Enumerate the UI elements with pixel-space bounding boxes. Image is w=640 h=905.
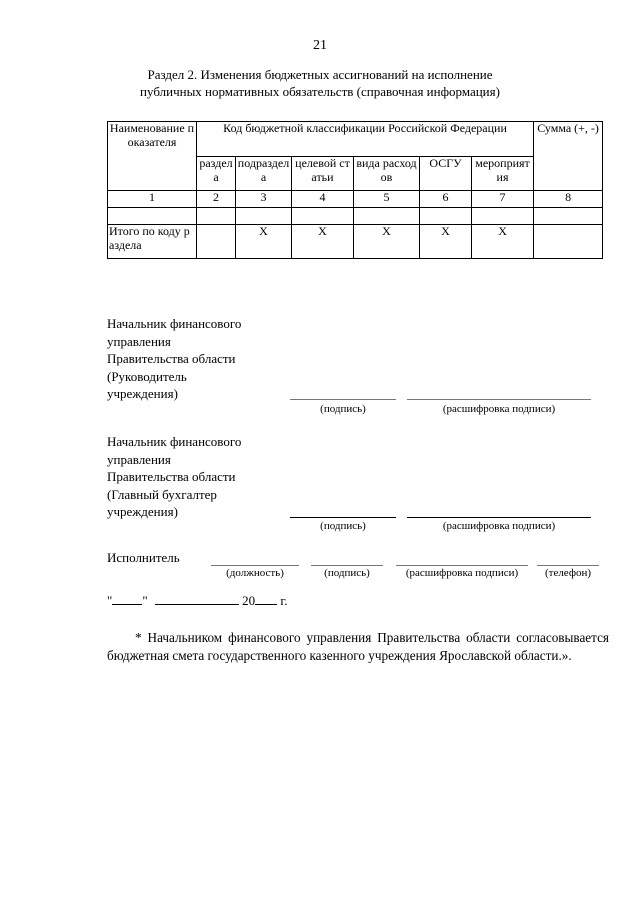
table-cell: X <box>420 225 472 259</box>
decode-line <box>407 399 591 400</box>
col-number: 6 <box>420 191 472 208</box>
col-number: 8 <box>534 191 603 208</box>
quote-close: " <box>142 593 148 608</box>
total-row-label: Итого по коду раздела <box>108 225 197 259</box>
executor-label: Исполнитель <box>107 550 180 565</box>
empty-data-row <box>108 208 603 225</box>
subheader-target-article: целевой статьи <box>292 157 354 191</box>
caption-position: (должность) <box>226 567 284 579</box>
phone-line <box>537 565 599 566</box>
table-cell: X <box>472 225 534 259</box>
date-line <box>107 592 288 609</box>
year-suffix: г. <box>280 593 288 608</box>
year-blank <box>255 592 277 605</box>
caption-signature: (подпись) <box>320 520 366 532</box>
table-cell: X <box>354 225 420 259</box>
subheader-osgu: ОСГУ <box>420 157 472 191</box>
signature-block-accountant <box>107 433 287 521</box>
table-cell: X <box>292 225 354 259</box>
decode-line <box>396 565 528 566</box>
caption-signature: (подпись) <box>320 403 366 415</box>
caption-decode: (расшифровка подписи) <box>442 520 556 532</box>
day-blank <box>112 592 142 605</box>
page-number: 21 <box>313 38 327 53</box>
table-cell <box>534 208 603 225</box>
signature-label-line: учреждения) <box>107 386 178 401</box>
year-prefix: 20 <box>242 593 256 608</box>
signature-label-line: учреждения) <box>107 504 178 519</box>
header-kbk: Код бюджетной классификации Российской Федерации <box>197 122 534 157</box>
signature-label-line: (Руководитель <box>107 368 187 384</box>
footnote <box>107 629 609 665</box>
subheader-subsection: подраздела <box>236 157 292 191</box>
col-number: 3 <box>236 191 292 208</box>
signature-label-line: Начальник финансового <box>107 434 242 449</box>
subheader-expense-type: вида расходов <box>354 157 420 191</box>
table-cell <box>197 225 236 259</box>
header-indicator-name: Наименование показателя <box>108 122 197 191</box>
col-number: 4 <box>292 191 354 208</box>
table-cell <box>534 225 603 259</box>
table-cell <box>108 208 197 225</box>
signature-line <box>311 565 383 566</box>
col-number: 1 <box>108 191 197 208</box>
table-cell <box>472 208 534 225</box>
footnote-text: * Начальником финансового управления Правительства области согласовывается бюджетная смета государственного казенного учреждения Ярославской области.». <box>107 630 609 663</box>
signature-label-line: Правительства области <box>107 469 236 484</box>
numbering-row <box>108 191 603 208</box>
signature-label-line: Начальник финансового <box>107 316 242 331</box>
caption-signature: (подпись) <box>324 567 370 579</box>
signature-line <box>290 399 396 400</box>
subheader-section: раздела <box>197 157 236 191</box>
signature-label-line: (Главный бухгалтер <box>107 486 217 502</box>
table-cell <box>420 208 472 225</box>
signature-label-line: управления <box>107 451 171 467</box>
subheader-event: мероприятия <box>472 157 534 191</box>
quote-open: " <box>107 593 113 608</box>
signature-line <box>290 517 396 518</box>
decode-line <box>407 517 591 518</box>
position-line <box>211 565 299 566</box>
col-number: 7 <box>472 191 534 208</box>
signature-label-line: Правительства области <box>107 351 236 366</box>
table-cell <box>354 208 420 225</box>
table-cell <box>292 208 354 225</box>
section-title <box>60 66 580 100</box>
budget-classification-table <box>107 121 603 259</box>
caption-decode: (расшифровка подписи) <box>405 567 519 579</box>
signature-label-line: управления <box>107 333 171 349</box>
month-blank <box>155 592 239 605</box>
signature-block-head <box>107 315 287 403</box>
header-sum: Сумма (+, -) <box>534 122 603 191</box>
table-cell <box>197 208 236 225</box>
section-title-line-1: Раздел 2. Изменения бюджетных ассигнований на исполнение <box>147 67 493 82</box>
table-cell <box>236 208 292 225</box>
table-cell: X <box>236 225 292 259</box>
caption-phone: (телефон) <box>544 567 592 579</box>
section-title-line-2: публичных нормативных обязательств (справочная информация) <box>140 84 500 99</box>
total-row <box>108 225 603 259</box>
col-number: 5 <box>354 191 420 208</box>
col-number: 2 <box>197 191 236 208</box>
caption-decode: (расшифровка подписи) <box>442 403 556 415</box>
